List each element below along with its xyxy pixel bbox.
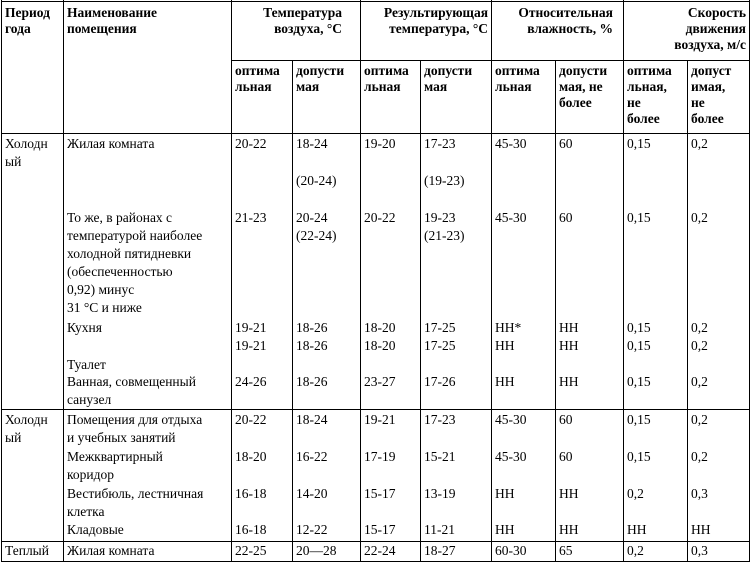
- header-humidity: Относительная влажность, %: [518, 5, 613, 36]
- speed-optimal: 0,15: [627, 320, 651, 335]
- air-temp-optimal: 20-22: [235, 136, 267, 151]
- air-temp-allowed: 18-24: [296, 136, 328, 151]
- speed-allowed: 0,2: [691, 374, 708, 389]
- humidity-optimal: 45-30: [495, 136, 527, 151]
- room-name: Кладовые: [67, 522, 124, 537]
- result-temp-allowed-alt: (19-23): [424, 173, 465, 188]
- result-temp-allowed: 17-23: [424, 136, 456, 151]
- result-temp-optimal: 15-17: [364, 486, 396, 501]
- result-temp-optimal: 19-21: [364, 412, 396, 427]
- result-temp-allowed: 17-25: [424, 338, 456, 353]
- grid-line: [231, 0, 232, 562]
- air-temp-allowed: 12-22: [296, 522, 328, 537]
- result-temp-optimal: 15-17: [364, 522, 396, 537]
- air-temp-allowed: 20-24: [296, 210, 328, 225]
- result-temp-allowed: 17-26: [424, 374, 456, 389]
- air-temp-allowed: 16-22: [296, 449, 328, 464]
- grid-line: [420, 60, 421, 562]
- speed-allowed: 0,3: [691, 543, 708, 558]
- humidity-optimal: НН: [495, 338, 515, 353]
- subheader-air-optimal: оптима льная: [235, 63, 280, 94]
- header-air-temp: Температура воздуха, °С: [263, 5, 342, 36]
- grid-line: [1, 0, 2, 562]
- grid-line: [1, 1, 750, 2]
- grid-line: [1, 133, 750, 134]
- subheader-result-allowed: допусти мая: [424, 63, 473, 94]
- humidity-allowed: НН: [559, 338, 579, 353]
- room-name: Вестибюль, лестничная клетка: [67, 486, 204, 519]
- speed-allowed: 0,2: [691, 136, 708, 151]
- humidity-allowed: 60: [559, 136, 573, 151]
- speed-allowed: 0,2: [691, 449, 708, 464]
- result-temp-optimal: 18-20: [364, 320, 396, 335]
- grid-line: [687, 60, 688, 562]
- result-temp-allowed: 15-21: [424, 449, 456, 464]
- humidity-optimal: НН: [495, 486, 515, 501]
- period-warm: Теплый: [5, 543, 49, 558]
- grid-line: [231, 60, 750, 61]
- subheader-air-allowed: допусти мая: [296, 63, 345, 94]
- result-temp-optimal: 19-20: [364, 136, 396, 151]
- grid-line: [1, 409, 750, 410]
- humidity-allowed: 60: [559, 449, 573, 464]
- air-temp-optimal: 16-18: [235, 486, 267, 501]
- humidity-allowed: 65: [559, 543, 573, 558]
- grid-line: [360, 0, 361, 562]
- room-name: Туалет: [67, 357, 106, 372]
- subheader-result-optimal: оптима льная: [364, 63, 409, 94]
- header-result-temp: Результирующая температура, °С: [383, 5, 488, 36]
- result-temp-allowed: 19-23: [424, 210, 456, 225]
- result-temp-allowed-alt: (21-23): [424, 228, 465, 243]
- room-name: Жилая комната: [67, 543, 155, 558]
- air-temp-optimal: 22-25: [235, 543, 267, 558]
- air-temp-optimal: 19-21: [235, 320, 267, 335]
- humidity-optimal: НН: [495, 374, 515, 389]
- air-temp-optimal: 16-18: [235, 522, 267, 537]
- result-temp-allowed: 11-21: [424, 522, 455, 537]
- speed-allowed: 0,2: [691, 210, 708, 225]
- subheader-humidity-optimal: оптима льная: [495, 63, 540, 94]
- result-temp-optimal: 23-27: [364, 374, 396, 389]
- room-name: Жилая комната: [67, 136, 155, 151]
- grid-line: [292, 60, 293, 562]
- period-cold-1: Холодн ый: [5, 136, 48, 169]
- humidity-optimal: НН*: [495, 320, 522, 335]
- room-name: То же, в районах с температурой наиболее холодной пятидневки (обеспеченностью 0,92) минус 31 °С и ниже: [67, 210, 203, 315]
- speed-allowed: НН: [691, 522, 711, 537]
- result-temp-allowed: 17-25: [424, 320, 456, 335]
- grid-line: [491, 0, 492, 562]
- speed-optimal: 0,15: [627, 449, 651, 464]
- subheader-speed-optimal: оптима льная, не более: [627, 63, 672, 126]
- header-period: Период года: [5, 5, 50, 36]
- period-cold-2: Холодн ый: [5, 412, 48, 445]
- speed-allowed: 0,2: [691, 338, 708, 353]
- humidity-allowed: 60: [559, 412, 573, 427]
- room-name: Межквартирный коридор: [67, 449, 163, 482]
- air-temp-allowed-alt: (20-24): [296, 173, 337, 188]
- speed-optimal: 0,2: [627, 543, 644, 558]
- humidity-allowed: НН: [559, 486, 579, 501]
- humidity-allowed: 60: [559, 210, 573, 225]
- room-name: Помещения для отдыха и учебных занятий: [67, 412, 203, 445]
- grid-line: [749, 0, 750, 562]
- result-temp-optimal: 20-22: [364, 210, 396, 225]
- grid-line: [63, 0, 64, 562]
- air-temp-allowed: 18-26: [296, 374, 328, 389]
- result-temp-optimal: 18-20: [364, 338, 396, 353]
- speed-optimal: 0,15: [627, 412, 651, 427]
- air-temp-allowed: 20—28: [296, 543, 337, 558]
- humidity-allowed: НН: [559, 522, 579, 537]
- speed-allowed: 0,2: [691, 320, 708, 335]
- speed-optimal: 0,15: [627, 338, 651, 353]
- air-temp-allowed: 18-26: [296, 338, 328, 353]
- air-temp-allowed-alt: (22-24): [296, 228, 337, 243]
- air-temp-optimal: 18-20: [235, 449, 267, 464]
- humidity-optimal: 45-30: [495, 449, 527, 464]
- header-air-speed: Скорость движения воздуха, м/с: [674, 5, 746, 52]
- speed-allowed: 0,3: [691, 486, 708, 501]
- humidity-optimal: 60-30: [495, 543, 527, 558]
- humidity-allowed: НН: [559, 320, 579, 335]
- subheader-humidity-allowed: допусти мая, не более: [559, 63, 608, 110]
- humidity-optimal: 45-30: [495, 210, 527, 225]
- subheader-speed-allowed: допуст имая, не более: [691, 63, 732, 126]
- speed-optimal: 0,15: [627, 210, 651, 225]
- speed-optimal: 0,2: [627, 486, 644, 501]
- room-name: Ванная, совмещенный санузел: [67, 374, 196, 407]
- header-room: Наименование помещения: [67, 5, 157, 36]
- speed-optimal: 0,15: [627, 136, 651, 151]
- speed-optimal: 0,15: [627, 374, 651, 389]
- result-temp-allowed: 13-19: [424, 486, 456, 501]
- air-temp-allowed: 18-26: [296, 320, 328, 335]
- speed-allowed: 0,2: [691, 412, 708, 427]
- result-temp-optimal: 22-24: [364, 543, 396, 558]
- grid-line: [623, 0, 624, 562]
- air-temp-optimal: 24-26: [235, 374, 267, 389]
- humidity-optimal: НН: [495, 522, 515, 537]
- speed-optimal: НН: [627, 522, 647, 537]
- result-temp-optimal: 17-19: [364, 449, 396, 464]
- humidity-allowed: НН: [559, 374, 579, 389]
- room-name: Кухня: [67, 320, 102, 335]
- result-temp-allowed: 17-23: [424, 412, 456, 427]
- air-temp-optimal: 21-23: [235, 210, 267, 225]
- humidity-optimal: 45-30: [495, 412, 527, 427]
- grid-line: [555, 60, 556, 562]
- result-temp-allowed: 18-27: [424, 543, 456, 558]
- air-temp-allowed: 14-20: [296, 486, 328, 501]
- air-temp-optimal: 19-21: [235, 338, 267, 353]
- air-temp-optimal: 20-22: [235, 412, 267, 427]
- air-temp-allowed: 18-24: [296, 412, 328, 427]
